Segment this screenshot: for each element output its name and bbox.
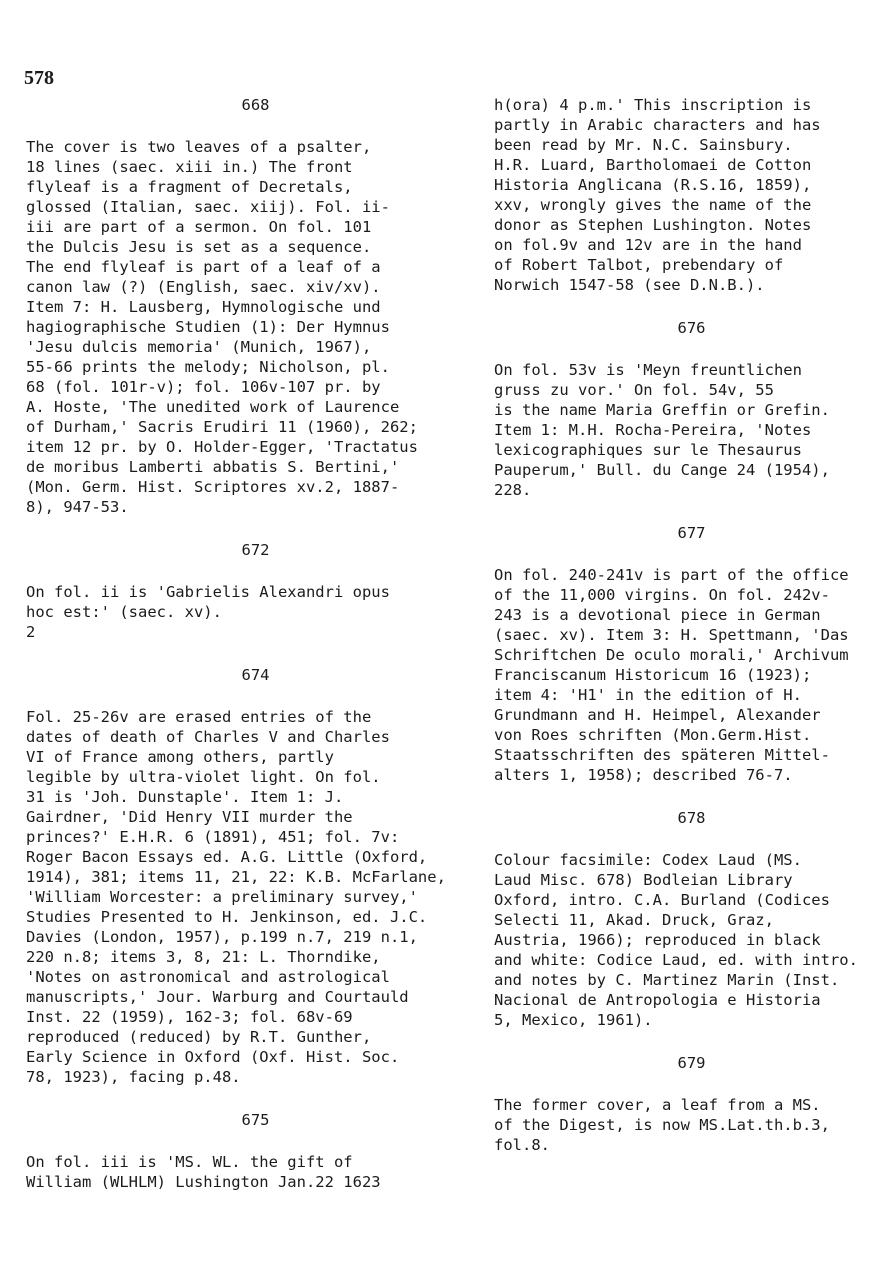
entry-number: 668	[241, 96, 270, 114]
entry-number: 679	[677, 1054, 706, 1072]
entry-675	[26, 1110, 471, 1192]
entry-text: On fol. iii is 'MS. WL. the gift of William (WLHLM) Lushington Jan.22 1623	[26, 1153, 381, 1191]
entry-676	[494, 318, 889, 500]
entry-number: 672	[241, 541, 270, 559]
entry-text: The cover is two leaves of a psalter, 18 lines (saec. xiii in.) The front flyleaf is a fragment of Decretals, glossed (Italian, saec. xiij). Fol. ii- iii are part of a sermon. On fol. 101 the Dulcis Jesu is set as a sequence. The end flyleaf is part of a leaf of a canon law (?) (English, saec. xiv/xv). Item 7: H. Lausberg, Hymnologische und hagiographische Studien (1): Der Hymnus 'Jesu dulcis memoria' (Munich, 1967), 55-66 prints the melody; Nicholson, pl. 68 (fol. 101r-v); fol. 106v-107 pr. by A. Hoste, 'The unedited work of Laurence of Durham,' Sacris Erudiri 11 (1960), 262; item 12 pr. by O. Holder-Egger, 'Tractatus de moribus Lamberti abbatis S. Bertini,' (Mon. Germ. Hist. Scriptores xv.2, 1887- 8), 947-53.	[26, 138, 418, 516]
entry-number: 676	[677, 319, 706, 337]
left-column	[26, 95, 471, 1215]
entry-text: On fol. ii is 'Gabrielis Alexandri opus hoc est:' (saec. xv). 2	[26, 583, 390, 641]
entry-679	[494, 1053, 889, 1155]
entry-668	[26, 95, 471, 517]
entry-674	[26, 665, 471, 1087]
entry-text: The former cover, a leaf from a MS. of the Digest, is now MS.Lat.th.b.3, fol.8.	[494, 1096, 830, 1154]
entry-672	[26, 540, 471, 642]
entry-number: 677	[677, 524, 706, 542]
entry-text: Colour facsimile: Codex Laud (MS. Laud Misc. 678) Bodleian Library Oxford, intro. C.A. Burland (Codices Selecti 11, Akad. Druck, Graz, Austria, 1966); reproduced in black and white: Codice Laud, ed. with intro. and notes by C. Martinez Marin (Inst. Nacional de Antropologia e Historia 5, Mexico, 1961).	[494, 851, 858, 1029]
entry-number: 675	[241, 1111, 270, 1129]
entry-677	[494, 523, 889, 785]
entry-678	[494, 808, 889, 1030]
right-column	[494, 95, 889, 1178]
entry-675-continued	[494, 95, 889, 295]
entry-text: On fol. 240-241v is part of the office of the 11,000 virgins. On fol. 242v- 243 is a devotional piece in German (saec. xv). Item 3: H. Spettmann, 'Das Schriftchen De oculo morali,' Archivum Franciscanum Historicum 16 (1923); item 4: 'H1' in the edition of H. Grundmann and H. Heimpel, Alexander von Roes schriften (Mon.Germ.Hist. Staatsschriften des späteren Mittel- alters 1, 1958); described 76-7.	[494, 566, 849, 784]
entry-text: On fol. 53v is 'Meyn freuntlichen gruss zu vor.' On fol. 54v, 55 is the name Maria Greffin or Grefin. Item 1: M.H. Rocha-Pereira, 'Notes lexicographiques sur le Thesaurus Pauperum,' Bull. du Cange 24 (1954), 228.	[494, 361, 830, 499]
entry-text: h(ora) 4 p.m.' This inscription is partly in Arabic characters and has been read by Mr. N.C. Sainsbury. H.R. Luard, Bartholomaei de Cotton Historia Anglicana (R.S.16, 1859), xxv, wrongly gives the name of the donor as Stephen Lushington. Notes on fol.9v and 12v are in the hand of Robert Talbot, prebendary of Norwich 1547-58 (see D.N.B.).	[494, 96, 821, 294]
page-number: 578	[24, 67, 54, 89]
entry-number: 678	[677, 809, 706, 827]
entry-text: Fol. 25-26v are erased entries of the dates of death of Charles V and Charles VI of France among others, partly legible by ultra-violet light. On fol. 31 is 'Joh. Dunstaple'. Item 1: J. Gairdner, 'Did Henry VII murder the princes?' E.H.R. 6 (1891), 451; fol. 7v: Roger Bacon Essays ed. A.G. Little (Oxford, 1914), 381; items 11, 21, 22: K.B. McFarlane, 'William Worcester: a preliminary survey,' Studies Presented to H. Jenkinson, ed. J.C. Davies (London, 1957), p.199 n.7, 219 n.1, 220 n.8; items 3, 8, 21: L. Thorndike, 'Notes on astronomical and astrological manuscripts,' Jour. Warburg and Courtauld Inst. 22 (1959), 162-3; fol. 68v-69 reproduced (reduced) by R.T. Gunther, Early Science in Oxford (Oxf. Hist. Soc. 78, 1923), facing p.48.	[26, 708, 446, 1086]
entry-number: 674	[241, 666, 270, 684]
